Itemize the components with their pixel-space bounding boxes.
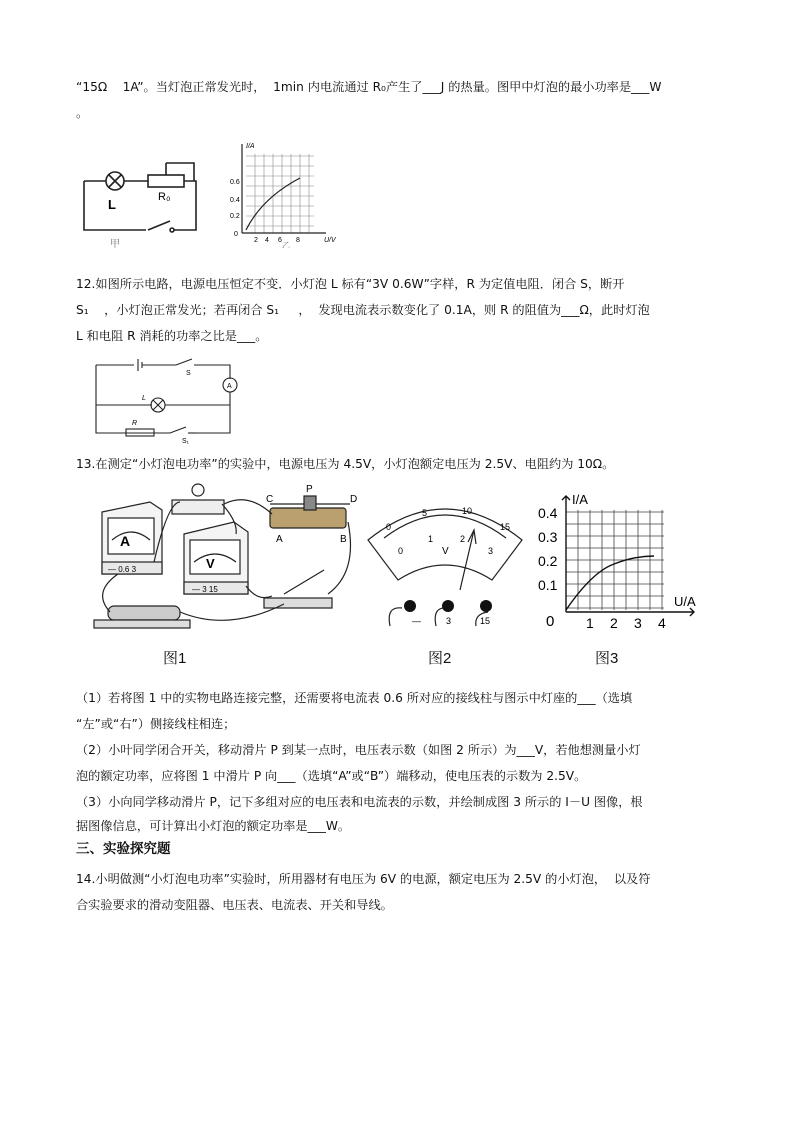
fig2-term-15: 15 — [480, 616, 491, 626]
fig2-top-0: 0 — [386, 522, 392, 532]
fig3-xtick-3: 3 — [634, 615, 642, 631]
fig2-term-3: 3 — [446, 616, 452, 626]
q13-sub3-line2: 据图像信息，可计算出小灯泡的额定功率是___W。 — [76, 819, 351, 833]
switch-s1-label: S₁ — [182, 438, 190, 445]
fig1-label-a: A — [276, 534, 283, 545]
q13-fig1-apparatus — [88, 482, 364, 642]
q13-fig3-iu-graph — [534, 486, 704, 636]
fig2-bottom-1: 1 — [428, 534, 434, 544]
fig3-xtick-4: 4 — [658, 615, 666, 631]
q13-intro: 13.在测定“小灯泡电功率”的实验中，电源电压为 4.5V，小灯泡额定电压为 2.5V、电阻约为 10Ω。 — [76, 457, 615, 471]
fig1-label-c: C — [266, 494, 274, 505]
q12-circuit-figure — [92, 355, 242, 445]
fig1-ammeter-terminals: — 0.6 3 — [108, 565, 137, 574]
fig1-ammeter-label: A — [120, 533, 131, 549]
q11-iu-graph — [222, 138, 342, 248]
fig2-bottom-2: 2 — [460, 534, 466, 544]
switch-s-label: S — [186, 370, 191, 377]
fig3-ytick-0-4: 0.4 — [538, 505, 558, 521]
q14-line2: 合实验要求的滑动变阻器、电压表、电流表、开关和导线。 — [76, 898, 393, 912]
r0-label: R₀ — [158, 191, 171, 203]
fig1-voltmeter-terminals: — 3 15 — [192, 585, 218, 594]
fig1-voltmeter-label: V — [206, 556, 215, 571]
q13-sub3-line1: （3）小向同学移动滑片 P，记下多组对应的电压表和电流表的示数，并绘制成图 3 所示的 I－U 图像，根 — [76, 795, 643, 809]
ytick-0-6: 0.6 — [230, 179, 240, 186]
fig2-unit: V — [442, 546, 449, 557]
xtick-4: 4 — [265, 237, 269, 244]
graph-xlabel: U/V — [324, 237, 336, 244]
q11-line1: “15Ω 1A”。当灯泡正常发光时， 1min 内电流通过 R₀产生了___J 的热量。图甲中灯泡的最小功率是___W — [76, 80, 662, 94]
q12-line2: S₁ ，小灯泡正常发光；若再闭合 S₁ ， 发现电流表示数变化了 0.1A，则 R 的阻值为___Ω，此时灯泡 — [76, 303, 650, 317]
fig1-label-b: B — [340, 534, 347, 545]
q13-sub2-line1: （2）小叶同学闭合开关，移动滑片 P 到某一点时，电压表示数（如图 2 所示）为___V，若他想测量小灯 — [76, 743, 641, 757]
q14-line1: 14.小明做测“小灯泡电功率”实验时，所用器材有电压为 6V 的电源，额定电压为 2.5V 的小灯泡， 以及符 — [76, 872, 651, 886]
fig2-term-minus: — — [412, 616, 421, 626]
fig3-xtick-2: 2 — [610, 615, 618, 631]
fig1-label-d: D — [350, 494, 358, 505]
fig1-caption: 图1 — [163, 650, 187, 667]
graph-ylabel: I/A — [246, 143, 255, 150]
xtick-2: 2 — [254, 237, 258, 244]
q13-sub2-line2: 泡的额定功率，应将图 1 中滑片 P 向___（选填“A”或“B”）端移动，使电压表的示数为 2.5V。 — [76, 769, 587, 783]
section-heading: 三、实验探究题 — [76, 841, 171, 857]
q12-line1: 12.如图所示电路，电源电压恒定不变．小灯泡 L 标有“3V 0.6W”字样，R 为定值电阻．闭合 S，断开 — [76, 277, 625, 291]
fig3-ytick-0: 0 — [546, 613, 555, 630]
fig-jia-caption: 甲 — [110, 239, 120, 250]
fig2-top-15: 15 — [500, 522, 511, 532]
fig2-top-10: 10 — [462, 506, 473, 516]
lamp-l-label: L — [142, 395, 146, 402]
q12-line3: L 和电阻 R 消耗的功率之比是___。 — [76, 329, 268, 343]
fig2-bottom-0: 0 — [398, 546, 404, 556]
fig3-ytick-0-1: 0.1 — [538, 577, 558, 593]
resistor-r-label: R — [132, 420, 138, 427]
xtick-8: 8 — [296, 237, 300, 244]
fig1-label-p: P — [306, 484, 313, 495]
fig2-top-5: 5 — [422, 508, 428, 518]
ytick-0-2: 0.2 — [230, 213, 240, 220]
ytick-0-4: 0.4 — [230, 197, 240, 204]
fig-yi-caption: 乙 — [282, 241, 290, 248]
fig3-ytick-0-3: 0.3 — [538, 529, 558, 545]
xtick-6: 6 — [278, 237, 282, 244]
q13-sub1-line1: （1）若将图 1 中的实物电路连接完整，还需要将电流表 0.6 所对应的接线柱与图示中灯座的___（选填 — [76, 691, 633, 705]
fig2-caption: 图2 — [428, 650, 452, 667]
q11-circuit-figure — [78, 155, 208, 250]
ammeter-a-label: A — [227, 383, 232, 390]
lamp-label: L — [108, 197, 116, 212]
fig3-xlabel: U/A — [674, 594, 696, 609]
fig3-ylabel: I/A — [572, 492, 588, 507]
fig3-xtick-1: 1 — [586, 615, 594, 631]
q13-fig2-voltmeter-dial — [362, 488, 528, 638]
fig3-caption: 图3 — [595, 650, 619, 667]
fig2-bottom-3: 3 — [488, 546, 494, 556]
q13-sub1-line2: “左”或“右”）侧接线柱相连； — [76, 717, 236, 731]
q11-line2: 。 — [76, 106, 89, 120]
ytick-0: 0 — [234, 231, 238, 238]
fig3-ytick-0-2: 0.2 — [538, 553, 558, 569]
